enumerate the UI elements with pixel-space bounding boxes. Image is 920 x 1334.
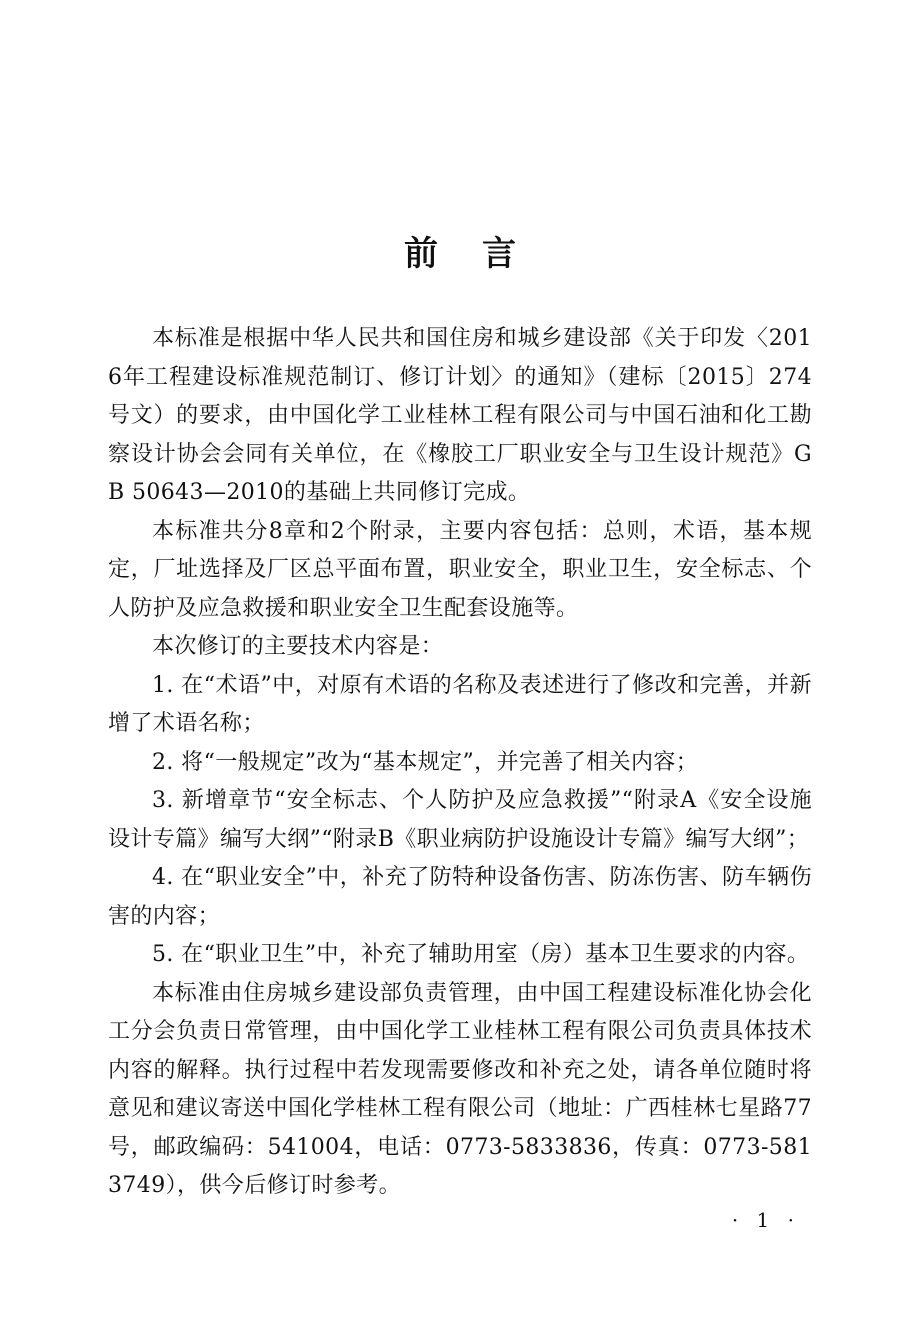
foreword-body: [108, 320, 812, 1206]
paragraph-structure: 本标准共分8章和2个附录，主要内容包括：总则，术语，基本规定，厂址选择及厂区总平面布置，职业安全，职业卫生，安全标志、个人防护及应急救援和职业安全卫生配套设施等。: [108, 518, 812, 621]
paragraph-basis: 本标准是根据中华人民共和国住房和城乡建设部《关于印发〈2016年工程建设标准规范制订、修订计划〉的通知》（建标〔2015〕274号文）的要求，由中国化学工业桂林工程有限公司与中国石油和化工勘察设计协会会同有关单位，在《橡胶工厂职业安全与卫生设计规范》GB 50643—2010的基础上共同修订完成。: [108, 326, 812, 505]
revision-item-1: 1. 在“术语”中，对原有术语的名称及表述进行了修改和完善，并新增了术语名称；: [108, 672, 812, 736]
revision-item-4: 4. 在“职业安全”中，补充了防特种设备伤害、防冻伤害、防车辆伤害的内容；: [108, 865, 812, 929]
paragraph-management-contact: 本标准由住房城乡建设部负责管理，由中国工程建设标准化协会化工分会负责日常管理，由中国化学工业桂林工程有限公司负责具体技术内容的解释。执行过程中若发现需要修改和补充之处，请各单位随时将意见和建议寄送中国化学桂林工程有限公司（地址：广西桂林七星路77号，邮政编码：541004，电话：0773-5833836，传真：0773-5813749），供今后修订时参考。: [108, 980, 812, 1198]
revision-item-3: 3. 新增章节“安全标志、个人防护及应急救援”“附录A《安全设施设计专篇》编写大纲”“附录B《职业病防护设施设计专篇》编写大纲”；: [108, 788, 812, 852]
revision-item-2: 2. 将“一般规定”改为“基本规定”，并完善了相关内容；: [152, 749, 699, 775]
revision-item-5: 5. 在“职业卫生”中，补充了辅助用室（房）基本卫生要求的内容。: [152, 942, 810, 967]
page-number: · 1 ·: [731, 1208, 800, 1232]
page-title: 前言: [404, 233, 560, 274]
paragraph-revision-intro: 本次修订的主要技术内容是：: [152, 634, 444, 659]
